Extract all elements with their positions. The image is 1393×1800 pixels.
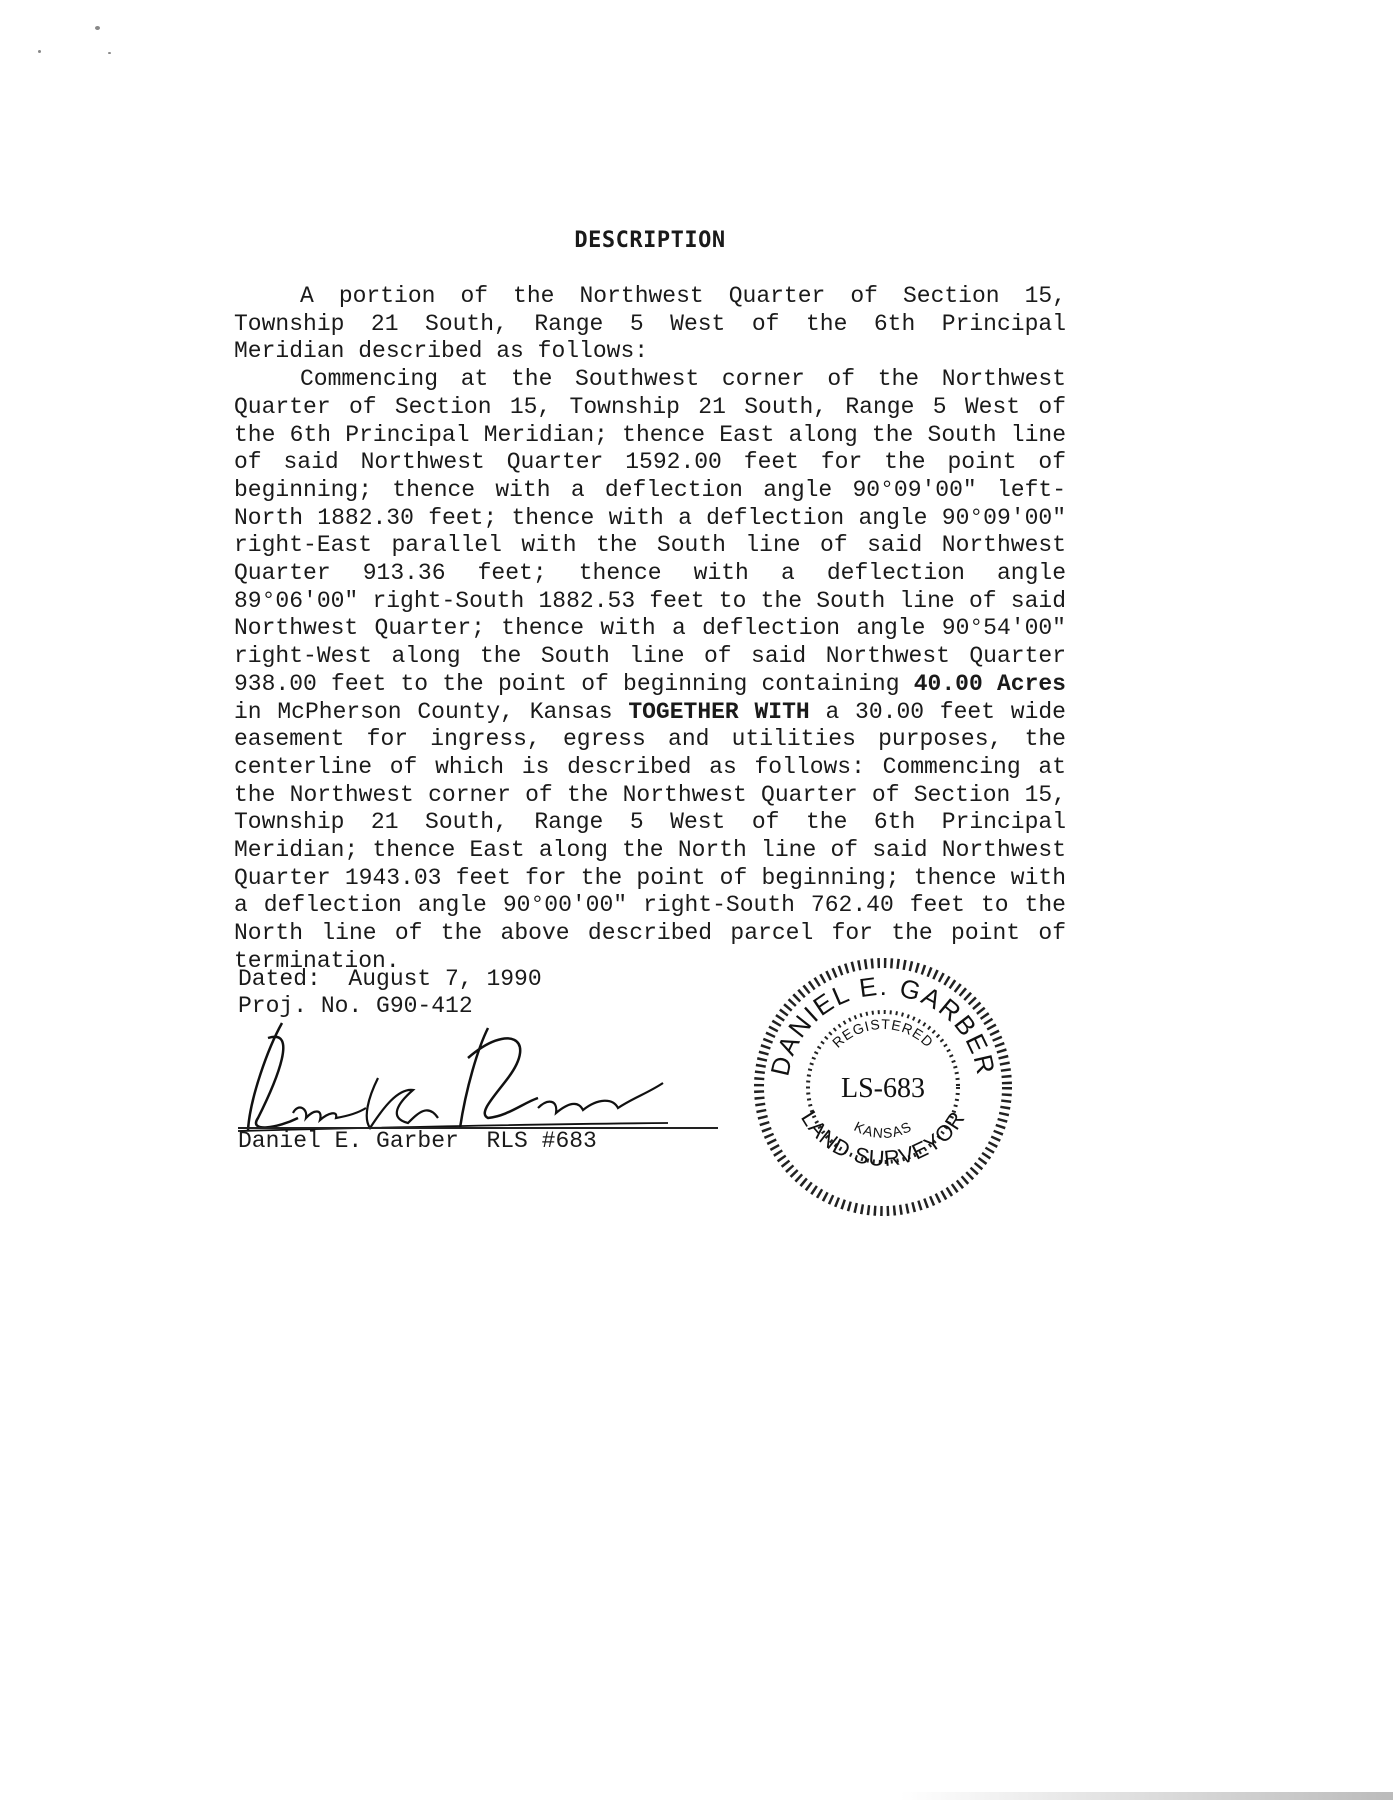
- document-title: DESCRIPTION: [574, 228, 726, 253]
- date-block: [238, 966, 542, 1020]
- seal-registered-text: REGISTERED: [829, 1015, 937, 1051]
- seal-state-text: KANSAS: [851, 1118, 915, 1142]
- legal-description: [234, 283, 1066, 976]
- intro-paragraph: A portion of the Northwest Quarter of Section 15, Township 21 South, Range 5 West of the 6th Principal Meridian described as follows:: [234, 283, 1066, 365]
- scan-edge-shadow: [900, 1792, 1393, 1800]
- dated-line: Dated: August 7, 1990: [238, 966, 542, 992]
- seal-title-text: LAND SURVEYOR: [796, 1106, 970, 1172]
- signer-name: Daniel E. Garber RLS #683: [238, 1128, 597, 1154]
- project-number: Proj. No. G90-412: [238, 993, 473, 1019]
- seal-license-number: LS-683: [841, 1073, 925, 1104]
- scan-speck: [108, 52, 111, 54]
- together-with-text: TOGETHER WITH: [628, 698, 810, 725]
- easement-text: a 30.00 feet wide easement for ingress, egress and utilities purposes, the centerline of which is described as follows: Commencing at the Northwest corner of the Northwest Quarter of Section 15, Township 21 South, Range 5 West of the 6th Principal Meridian; thence East along the North line of said Northwest Quarter 1943.03 feet for the point of beginning; thence with a deflection angle 90°00'00" right-South 762.40 feet to the North line of the above described parcel for the point of termination.: [234, 698, 1066, 974]
- description-paragraph: [234, 366, 1066, 975]
- description-text: Commencing at the Southwest corner of the Northwest Quarter of Section 15, Township 21 South, Range 5 West of the 6th Principal Meridian; thence East along the South line of said Northwest Quarter 1592.00 feet for the point of beginning; thence with a deflection angle 90°09'00" left-North 1882.30 feet; thence with a deflection angle 90°09'00" right-East parallel with the South line of said Northwest Quarter 913.36 feet; thence with a deflection angle 89°06'00" right-South 1882.53 feet to the South line of said Northwest Quarter; thence with a deflection angle 90°54'00" right-West along the South line of said Northwest Quarter 938.00 feet to the point of beginning containing: [234, 366, 1066, 697]
- handwritten-signature: [238, 1018, 668, 1138]
- scan-speck: [38, 50, 41, 53]
- surveyor-seal: [748, 956, 1018, 1218]
- scan-speck: [95, 26, 100, 30]
- svg-text:KANSAS: [852, 1118, 915, 1141]
- seal-name-text: DANIEL E. GARBER: [764, 970, 1002, 1079]
- acreage-text: 40.00 Acres: [913, 670, 1066, 697]
- county-text: in McPherson County, Kansas: [234, 698, 613, 725]
